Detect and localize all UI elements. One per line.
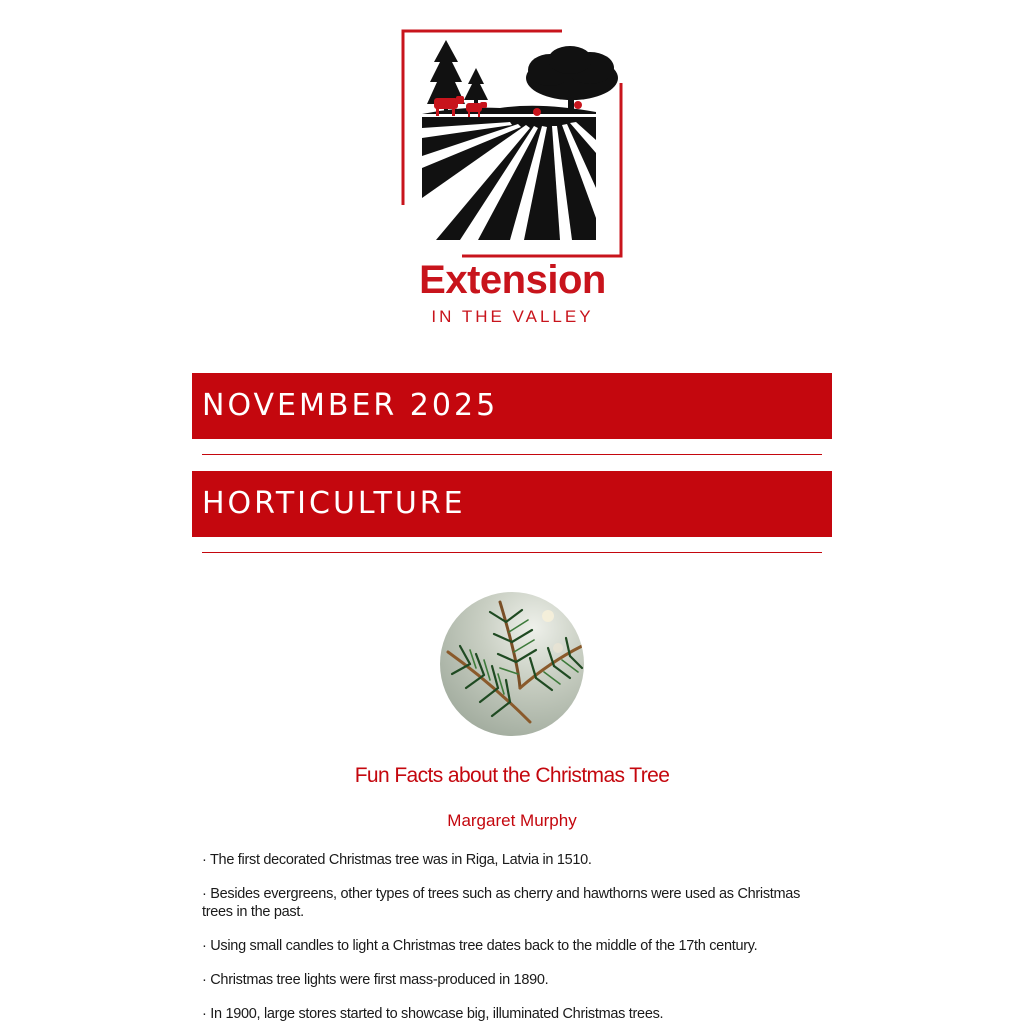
brand-tagline: IN THE VALLEY <box>431 307 594 326</box>
farm-field-icon <box>400 28 625 258</box>
list-item: · Besides evergreens, other types of trees such as cherry and hawthorns were used as Christmas trees in the past. <box>202 886 801 920</box>
list-item: · Christmas tree lights were first mass-produced in 1890. <box>202 972 549 988</box>
article-author: Margaret Murphy <box>447 811 577 830</box>
facts-list <box>202 851 802 1024</box>
list-item: · Using small candles to light a Christmas tree dates back to the middle of the 17th century. <box>202 938 758 954</box>
pine-branch-photo[interactable] <box>440 592 584 736</box>
list-item: · In 1900, large stores started to showcase big, illuminated Christmas trees. <box>202 1006 664 1022</box>
article-title: Fun Facts about the Christmas Tree <box>354 764 670 787</box>
section-banner: HORTICULTURE <box>192 471 832 537</box>
list-item: · The first decorated Christmas tree was in Riga, Latvia in 1510. <box>202 852 592 868</box>
issue-banner: NOVEMBER 2025 <box>192 373 832 439</box>
divider <box>202 454 822 455</box>
divider <box>202 552 822 553</box>
brand-logo[interactable] <box>400 28 625 328</box>
brand-name: Extension <box>419 258 606 302</box>
